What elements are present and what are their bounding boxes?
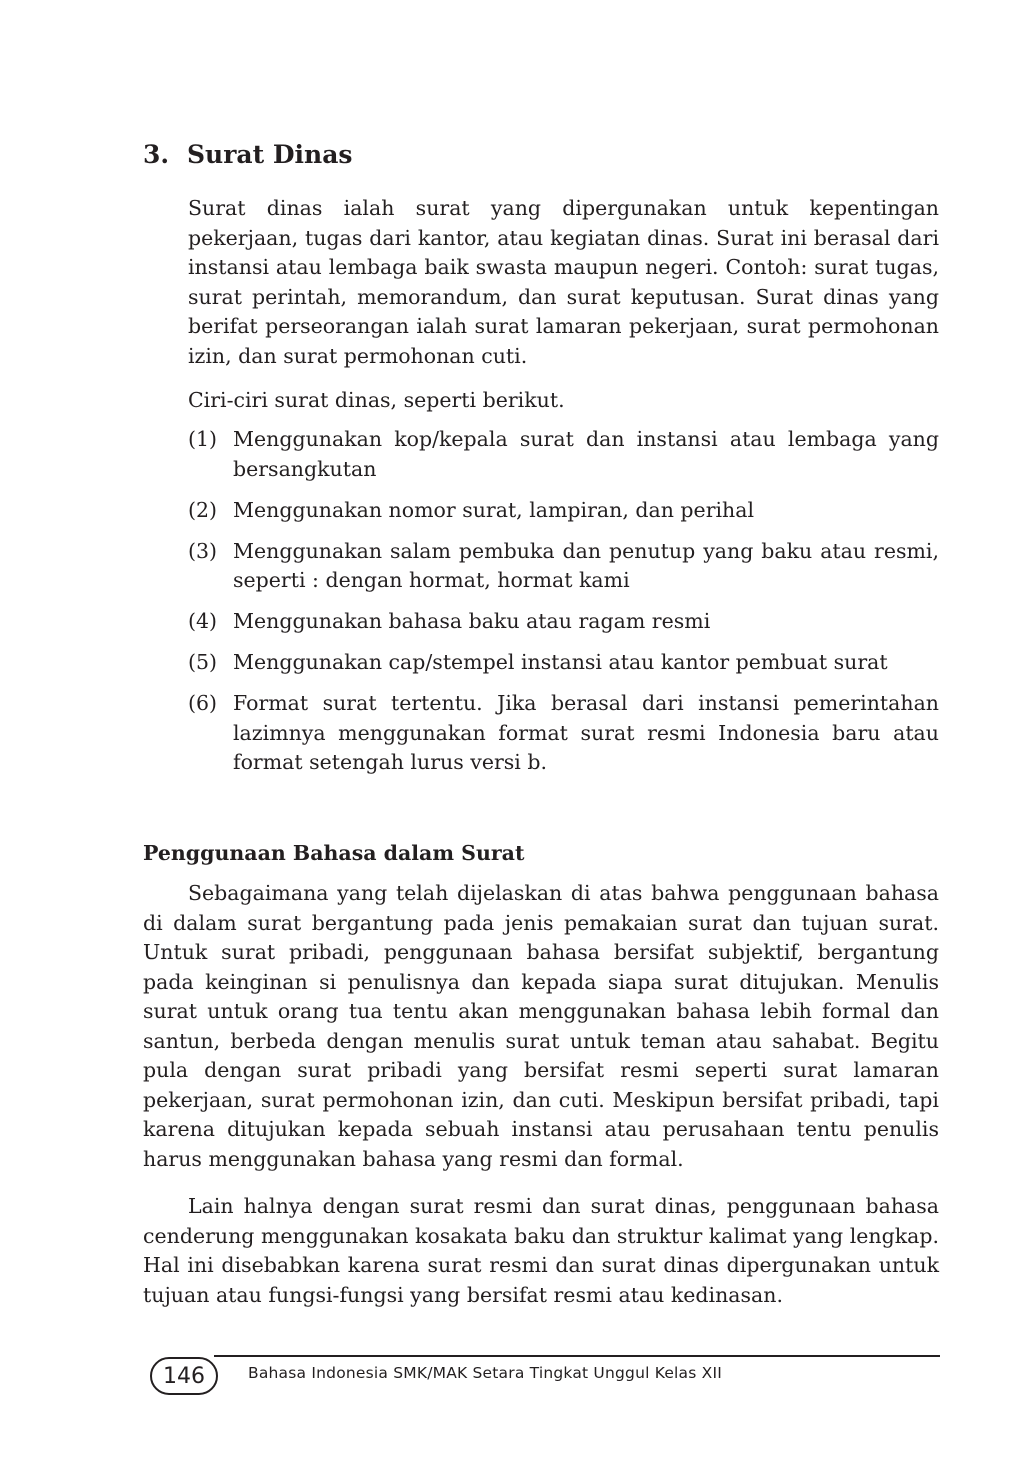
list-item — [188, 689, 939, 778]
list-item-number: (1) — [188, 427, 218, 451]
list-item-number: (4) — [188, 609, 218, 633]
list-item — [188, 648, 939, 678]
list-item-text: Menggunakan nomor surat, lampiran, dan perihal — [233, 497, 755, 522]
section-heading — [143, 138, 352, 172]
list-item-text: Menggunakan salam pembuka dan penutup yang baku atau resmi, seperti : dengan hormat, hormat kami — [233, 538, 939, 592]
footer-rule — [214, 1355, 940, 1357]
section-number: 3. — [143, 140, 170, 169]
body-paragraph-2: Lain halnya dengan surat resmi dan surat dinas, penggunaan bahasa cenderung menggunakan kosakata baku dan struktur kalimat yang lengkap. Hal ini disebabkan karena surat resmi dan surat dinas dipergunakan untuk tujuan atau fungsi-fungsi yang bersifat resmi atau kedinasan. — [143, 1194, 939, 1307]
body-paragraph-1: Sebagaimana yang telah dijelaskan di atas bahwa penggunaan bahasa di dalam surat bergantung pada jenis pemakaian surat dan tujuan surat. Untuk surat pribadi, penggunaan bahasa bersifat subjektif, bergantung pada keinginan si penulisnya dan kepada siapa surat ditujukan. Menulis surat untuk orang tua tentu akan menggunakan bahasa lebih formal dan santun, berbeda dengan menulis surat untuk teman atau sahabat. Begitu pula dengan surat pribadi yang bersifat resmi seperti surat lamaran pekerjaan, surat permohonan izin, dan cuti. Meskipun bersifat pribadi, tapi karena ditujukan kepada sebuah instansi atau perusahaan tentu penulis harus menggunakan bahasa yang resmi dan formal. — [143, 881, 939, 1171]
list-item-text: Menggunakan cap/stempel instansi atau kantor pembuat surat — [233, 650, 888, 674]
list-intro: Ciri-ciri surat dinas, seperti berikut. — [188, 388, 565, 412]
list-item-text: Menggunakan kop/kepala surat dan instansi atau lembaga yang bersangkutan — [233, 427, 939, 481]
list-item-number: (5) — [188, 650, 218, 674]
footer-book-title: Bahasa Indonesia SMK/MAK Setara Tingkat Unggul Kelas XII — [248, 1364, 723, 1382]
section-intro-paragraph: Surat dinas ialah surat yang dipergunakan untuk kepentingan pekerjaan, tugas dari kantor, atau kegiatan dinas. Surat ini berasal dari instansi atau lembaga baik swasta maupun negeri. Contoh: surat tugas, surat perintah, memorandum, dan surat keputusan. Surat dinas yang berifat perseorangan ialah surat lamaran pekerjaan, surat permohonan izin, dan surat permohonan cuti. — [188, 196, 939, 368]
list-item-text: Menggunakan bahasa baku atau ragam resmi — [233, 609, 711, 633]
section-title: Surat Dinas — [187, 140, 353, 169]
list-item — [188, 607, 939, 637]
subsection-heading: Penggunaan Bahasa dalam Surat — [143, 841, 525, 865]
list-item-number: (6) — [188, 691, 218, 715]
list-item-text: Format surat tertentu. Jika berasal dari instansi pemerintahan lazimnya menggunakan format surat resmi Indonesia baru atau format setengah lurus versi b. — [233, 691, 939, 774]
list-item-number: (3) — [188, 538, 218, 563]
page-number-badge: 146 — [150, 1357, 218, 1395]
list-item — [188, 425, 939, 484]
list-item-number: (2) — [188, 497, 218, 522]
list-item — [188, 537, 939, 596]
list-item — [188, 496, 939, 526]
features-list — [188, 425, 939, 789]
